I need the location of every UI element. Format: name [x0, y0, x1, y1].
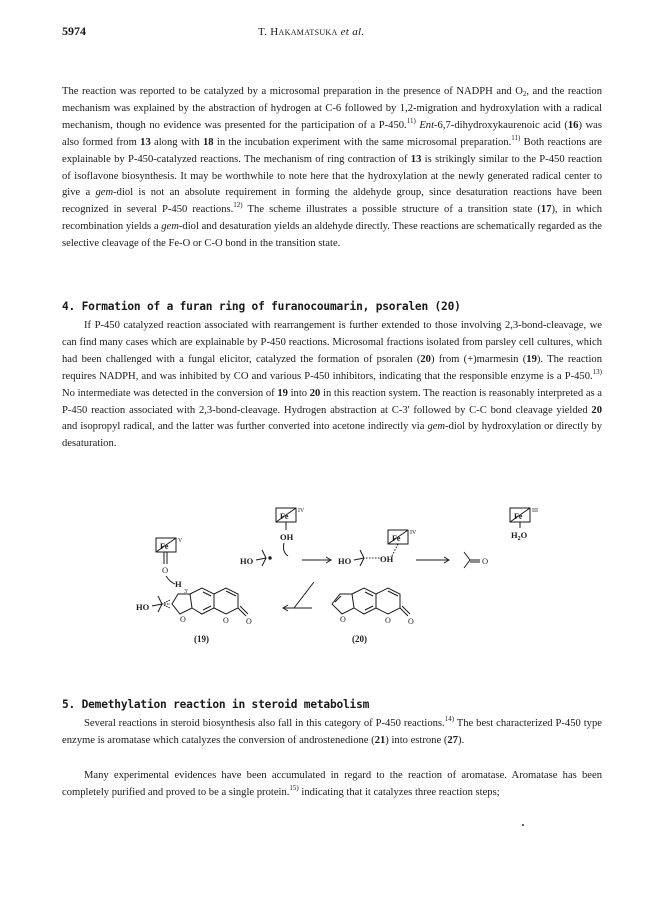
fragmentation-line [294, 582, 314, 608]
ho-label: HO [136, 602, 150, 612]
oh-label: OH [380, 554, 394, 564]
fe-v-complex [156, 538, 188, 595]
water-o: O [520, 530, 528, 540]
text-run: If P-450 catalyzed reaction associated with rearrangement is further extended to those involving 2,3-bond-cleavage, we can find many cases which are explainable by P-450 reactions. Microsomal fractions isolated from parsley cell cultures, which had been challenged with a fungal elicitor, catalyzed the formation of psoralen ( [62, 320, 602, 365]
text-run: in this reaction system. The reaction is reasonably interpreted as a P-450 reaction associated with 2,3-bond-cleavage. Hydrogen abstraction at C-3' followed by C-C bond cleavage yielded [62, 387, 603, 416]
ho-label: HO [240, 556, 254, 566]
compound-number: 19 [526, 353, 537, 365]
oxidation-state-iii: III [532, 508, 538, 514]
fe-o-bond [164, 552, 167, 564]
subscript: 2 [522, 90, 527, 98]
furan-ring [332, 594, 354, 614]
text-run: No intermediate was detected in the conversion of [62, 387, 278, 399]
compound-number: 13 [140, 136, 151, 148]
scan-speck [522, 824, 524, 826]
text-run: The reaction was reported to be catalyzed by a microsomal preparation in the presence of NADPH and O [62, 86, 523, 97]
paragraph-ring-contraction [62, 84, 602, 253]
compound-number: 16 [567, 119, 579, 131]
fe-label: Fe [392, 534, 401, 543]
reaction-scheme [118, 500, 578, 650]
benzene-ring [352, 588, 376, 614]
text-run: -diol and desaturation yields an aldehyde directly. These reactions are schematically regarded as the selective cleavage of the Fe-O or C-O bond in the transition state. [62, 221, 602, 250]
oxidation-state-iv: IV [410, 530, 417, 536]
c3-prime-label: 3' [184, 589, 189, 595]
running-etal: et al. [340, 26, 365, 38]
radical-dot [269, 557, 271, 559]
citation-ref: 11) [511, 133, 521, 142]
text-run: ) from (+)marmesin ( [430, 353, 527, 365]
paragraph-steroid [62, 716, 602, 750]
page-header [0, 24, 672, 44]
oxygen-label: O [162, 565, 169, 575]
hashed-bond [162, 600, 170, 608]
furan-oxygen: O [180, 615, 186, 624]
isopropyl-carbinol [152, 596, 162, 612]
carbonyl-bond [400, 606, 410, 616]
carbonyl-oxygen: O [246, 617, 252, 626]
running-title [258, 26, 364, 38]
ring-oxygen: O [385, 616, 391, 625]
abstraction-arrow [166, 576, 175, 584]
citation-ref: 11) [406, 116, 416, 125]
text-run: and isopropyl radical, and the latter was further converted into acetone indirectly via [62, 421, 428, 433]
text-run: ) was also formed from [62, 119, 602, 148]
pyrone-ring [214, 588, 238, 614]
text-run: Both reactions are explainable by P-450-catalyzed reactions. The mechanism of ring contraction of [62, 136, 602, 165]
oh-label: OH [280, 532, 294, 542]
ho-label: HO [338, 556, 352, 566]
section-heading-demethylation: 5. Demethylation reaction in steroid metabolism [62, 698, 370, 711]
italic-text: gem [427, 421, 446, 433]
benzene-double-bonds [203, 592, 211, 610]
text-run: -diol by hydroxylation or directly by desaturation. [62, 421, 602, 450]
compound-number: 20 [420, 353, 431, 365]
acetone-structure [464, 552, 480, 568]
ring-oxygen: O [223, 616, 229, 625]
text-run: -diol is not an absolute requirement in forming the aldehyde group, since desaturation reactions have been recognized in several P-450 reactions. [62, 187, 602, 216]
paragraph-aromatase [62, 768, 602, 802]
water-label [511, 530, 528, 542]
compound-number: 20 [591, 404, 602, 416]
compound-number: 21 [374, 734, 386, 746]
running-author: T. Hakamatsuka [258, 26, 338, 38]
compound-number: 13 [410, 153, 422, 165]
label-19: (19) [194, 634, 209, 644]
benzene-double-bonds [365, 592, 373, 610]
text-run: The best characterized P-450 type enzyme is aromatase which catalyzes the conversion of androstenedione ( [62, 718, 602, 746]
oxidation-state-v: V [178, 538, 183, 544]
page-number: 5974 [62, 24, 86, 38]
citation-ref: 12) [233, 201, 243, 210]
hydrogen-label: H [175, 579, 182, 589]
oxidation-state-iv: IV [298, 508, 305, 514]
text-run: ). [457, 734, 465, 746]
dihydrofuran-ring [172, 594, 192, 614]
text-run: ) into estrone ( [385, 734, 448, 746]
compound-number: 27 [447, 734, 458, 746]
citation-ref: 13) [592, 367, 602, 376]
italic-text: gem [161, 221, 179, 233]
text-run: Many experimental evidences have been accumulated in regard to the reaction of aromatase. Aromatase has been completely purified and proved to be a single protein. [62, 770, 602, 798]
italic-text: gem [95, 187, 114, 199]
citation-ref: 14) [444, 715, 455, 723]
text-run: Several reactions in steroid biosynthesis also fall in this category of P-450 reactions. [84, 718, 445, 729]
text-run: in the incubation experiment with the same microsomal preparation. [213, 136, 512, 148]
text-run: The scheme illustrates a possible structure of a transition state ( [242, 204, 541, 216]
compound-number: 17 [540, 204, 552, 216]
paragraph-psoralen [62, 318, 602, 453]
fe-iii-product [464, 508, 538, 568]
text-run: ), in which recombination yields a [62, 204, 602, 233]
isopropyl-radical [256, 550, 266, 566]
text-run: ). The reaction requires NADPH, and was inhibited by CO and various P-450 inhibitors, indicating that the responsible enzyme is a P-450. [62, 353, 602, 382]
text-run: , and the reaction mechanism was explained by the abstraction of hydrogen at C-6 followed by 1,2-migration and hydroxylation with a radical mechanism, though no evidence was presented for the participation of a P-450. [62, 86, 602, 131]
acetone-oxygen: O [482, 556, 489, 566]
pyrone-ring [376, 588, 400, 614]
isopropyl-carbinol [354, 550, 364, 566]
text-run: -6,7-dihydroxykaurenoic acid ( [434, 119, 568, 131]
text-run: indicating that it catalyzes three reaction steps; [298, 786, 500, 798]
citation-ref: 15) [289, 783, 299, 792]
psoralen-structure [332, 588, 414, 644]
text-run: along with [150, 136, 203, 148]
benzene-ring [190, 588, 214, 614]
furan-oxygen: O [340, 615, 346, 624]
fe-iv-hydroxyl [240, 508, 305, 566]
italic-text: Ent [419, 119, 435, 131]
compound-number: 19 [277, 387, 288, 399]
marmesin-structure [136, 588, 252, 644]
rebound-arrow [284, 543, 289, 556]
compound-number: 20 [309, 387, 321, 399]
water-h: H [511, 530, 518, 540]
carbonyl-oxygen: O [408, 617, 414, 626]
compound-number: 18 [203, 136, 214, 148]
gem-diol-complex [338, 530, 417, 566]
fe-label: Fe [160, 542, 169, 551]
text-run: into [287, 387, 310, 399]
water-sub: 2 [517, 536, 521, 542]
carbonyl-bond [238, 606, 248, 616]
fe-label: Fe [514, 512, 523, 521]
text-run: is strikingly similar to the P-450 reaction of isoflavone biosynthesis. It may be worthwhile to note here that the hydroxylation at the newly generated radical center to give a [62, 153, 603, 199]
fe-label: Fe [280, 512, 289, 521]
section-heading-psoralen: 4. Formation of a furan ring of furanocoumarin, psoralen (20) [62, 300, 461, 313]
label-20: (20) [352, 634, 367, 644]
